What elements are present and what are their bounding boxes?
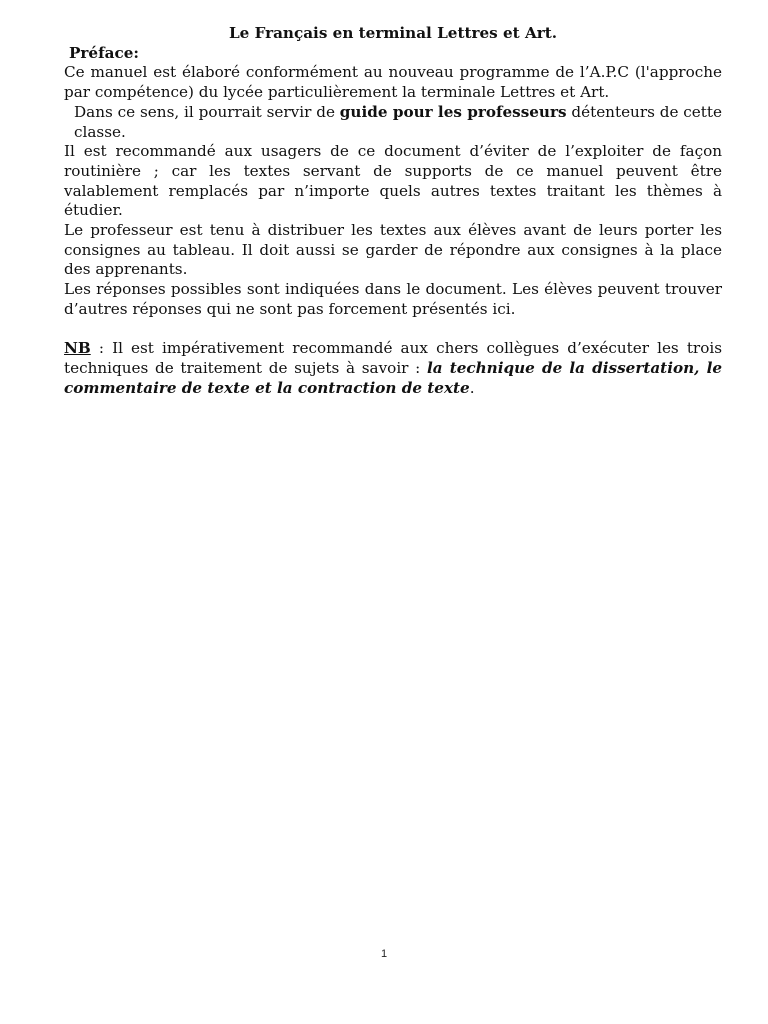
paragraph-answers: Les réponses possibles sont indiquées dans le document. Les élèves peuvent trouver d’autres réponses qui ne sont pas forcement présentés ici. xyxy=(64,280,722,318)
paragraph-guide-text-before: Dans ce sens, il pourrait servir de xyxy=(74,102,340,121)
document-title: Le Français en terminal Lettres et Art. xyxy=(228,24,558,42)
blank-line xyxy=(64,320,722,340)
paragraph-teacher: Le professeur est tenu à distribuer les textes aux élèves avant de leurs porter les consignes au tableau. Il doit aussi se garder de répondre aux consignes à la place des apprenants. xyxy=(64,221,722,279)
paragraph-guide xyxy=(64,103,722,142)
page-number: 1 xyxy=(380,948,388,960)
preface-heading: Préface: xyxy=(69,43,139,62)
nb-emphasis: la technique de la dissertation, le commentaire de texte et la contraction de texte xyxy=(64,358,723,397)
nb-text-before: : Il est impérativement recommandé aux chers collègues d’exécuter les trois techniques de traitement de sujets à savoir : xyxy=(64,339,722,377)
paragraph-usage: Il est recommandé aux usagers de ce document d’éviter de l’exploiter de façon routinière ; car les textes servant de supports de ce manuel peuvent être valablement remplacés par n’importe quels autres textes traitant les thèmes à étudier. xyxy=(64,142,722,220)
paragraph-guide-text-after: détenteurs de cette classe. xyxy=(74,102,722,141)
nb-text-after: . xyxy=(469,378,475,397)
paragraph-program: Ce manuel est élaboré conformément au nouveau programme de l’A.P.C (l'approche par compétence) du lycée particulièrement la terminale Lettres et Art. xyxy=(64,63,722,102)
nb-note xyxy=(64,339,722,398)
paragraph-guide-emphasis: guide pour les professeurs xyxy=(339,102,567,121)
document-page xyxy=(64,24,722,398)
nb-label: NB xyxy=(64,339,91,358)
